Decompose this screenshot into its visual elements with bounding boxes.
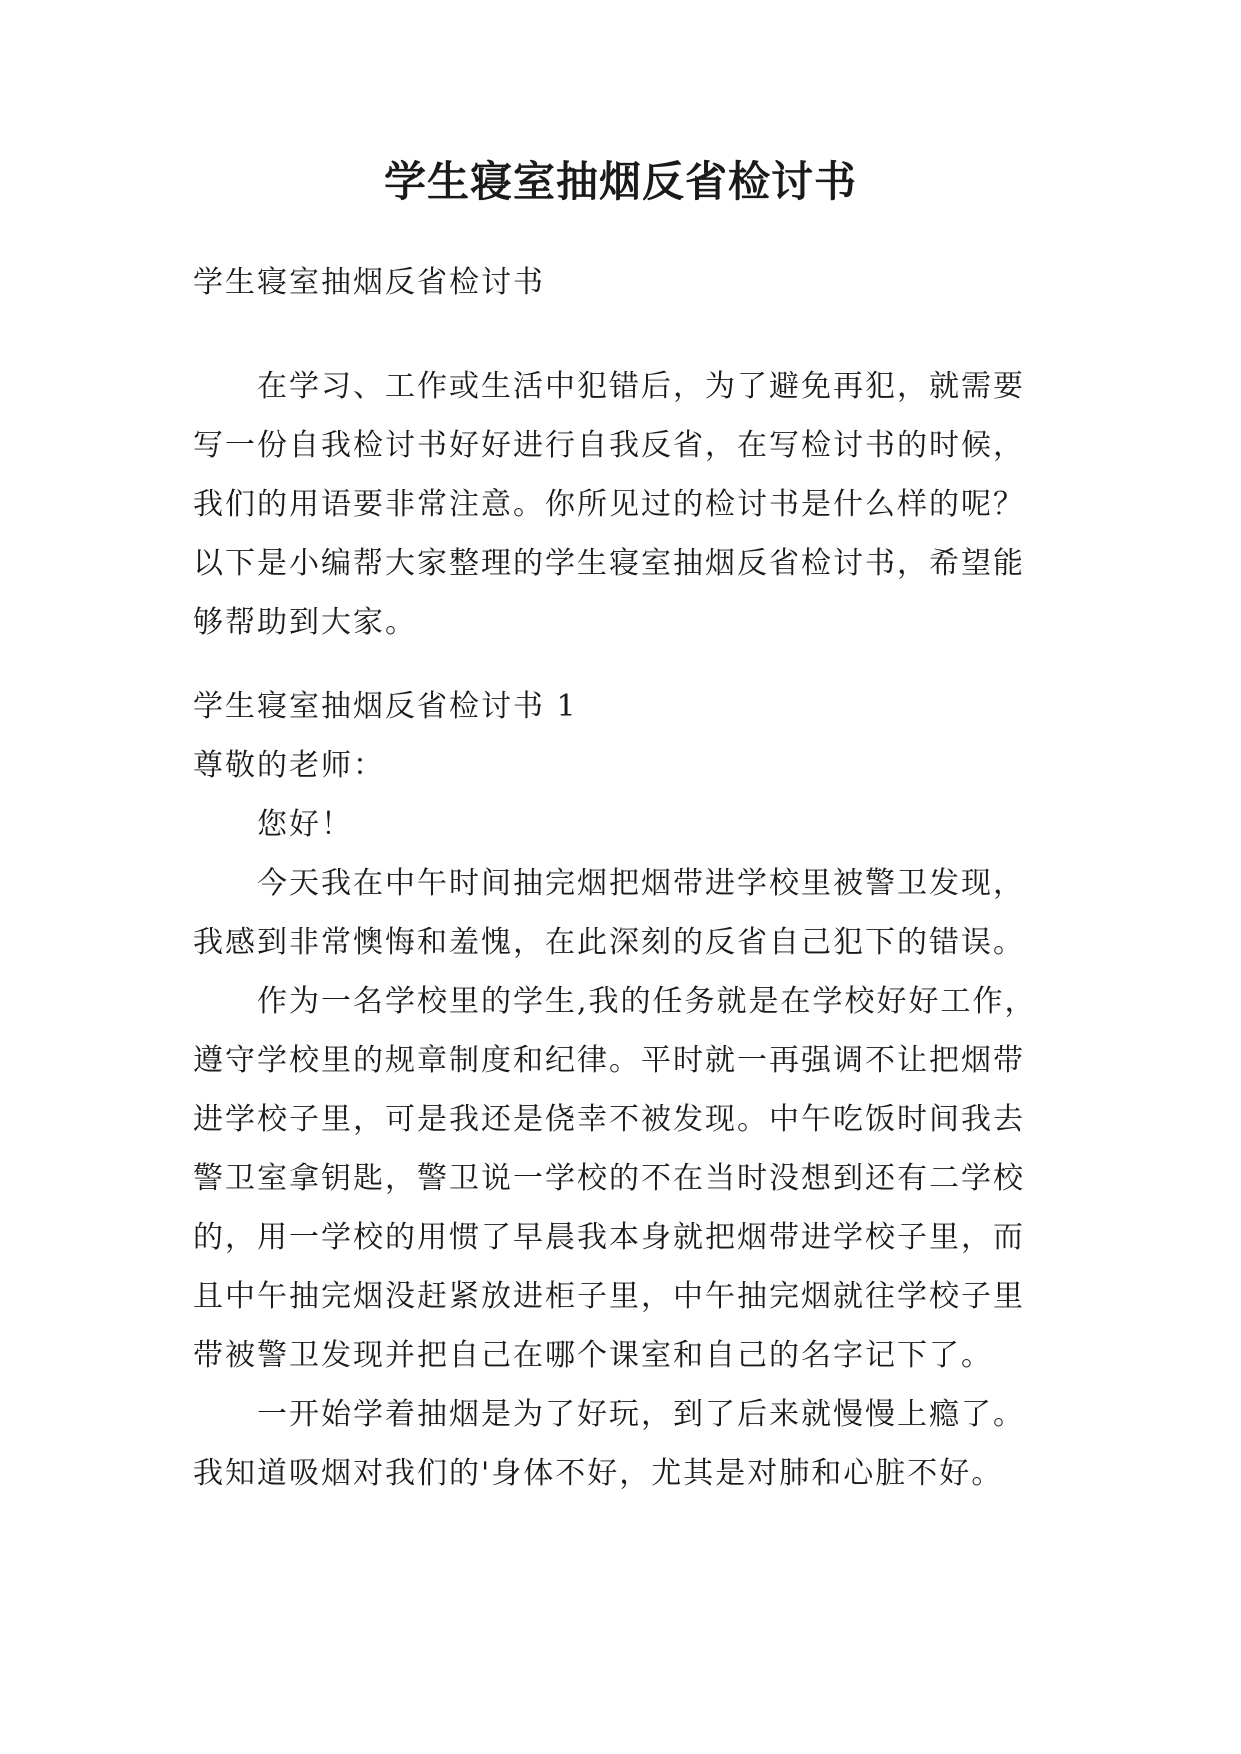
- subtitle-line: 学生寝室抽烟反省检讨书: [193, 265, 545, 300]
- intro-paragraph: [193, 357, 1073, 652]
- paragraph-line: 警卫室拿钥匙，警卫说一学校的不在当时没想到还有二学校: [193, 1161, 1025, 1196]
- paragraph-line: 作为一名学校里的学生,我的任务就是在学校好好工作，: [257, 984, 1037, 1019]
- paragraph-line: 的，用一学校的用惯了早晨我本身就把烟带进学校子里，而: [193, 1220, 1025, 1255]
- paragraph-line: 我知道吸烟对我们的'身体不好，尤其是对肺和心脏不好。: [193, 1456, 1004, 1491]
- paragraph-line: 在学习、工作或生活中犯错后，为了避免再犯，就需要: [257, 369, 1025, 404]
- paragraph-line: 且中午抽完烟没赶紧放进柜子里，中午抽完烟就往学校子里: [193, 1279, 1025, 1314]
- section-heading: 学生寝室抽烟反省检讨书 1: [193, 689, 578, 724]
- paragraph-line: 进学校子里，可是我还是侥幸不被发现。中午吃饭时间我去: [193, 1102, 1025, 1137]
- paragraph-line: 我感到非常懊悔和羞愧，在此深刻的反省自己犯下的错误。: [193, 925, 1025, 960]
- paragraph-line: 写一份自我检讨书好好进行自我反省，在写检讨书的时候，: [193, 428, 1025, 463]
- paragraph-line: 遵守学校里的规章制度和纪律。平时就一再强调不让把烟带: [193, 1043, 1025, 1078]
- document-subtitle: [193, 253, 1073, 312]
- paragraph-line: 我们的用语要非常注意。你所见过的检讨书是什么样的呢？: [193, 487, 1025, 522]
- paragraph-line: 够帮助到大家。: [193, 605, 417, 640]
- paragraph-line: 今天我在中午时间抽完烟把烟带进学校里被警卫发现，: [257, 866, 1025, 901]
- document-title: 学生寝室抽烟反省检讨书: [383, 157, 857, 206]
- salutation: 尊敬的老师：: [193, 748, 385, 783]
- paragraph-line: 带被警卫发现并把自己在哪个课室和自己的名字记下了。: [193, 1338, 993, 1373]
- paragraph-line: 以下是小编帮大家整理的学生寝室抽烟反省检讨书，希望能: [193, 546, 1025, 581]
- paragraph-line: 一开始学着抽烟是为了好玩，到了后来就慢慢上瘾了。: [257, 1397, 1025, 1432]
- letter-body: [193, 677, 1073, 1503]
- greeting: 您好！: [257, 807, 353, 842]
